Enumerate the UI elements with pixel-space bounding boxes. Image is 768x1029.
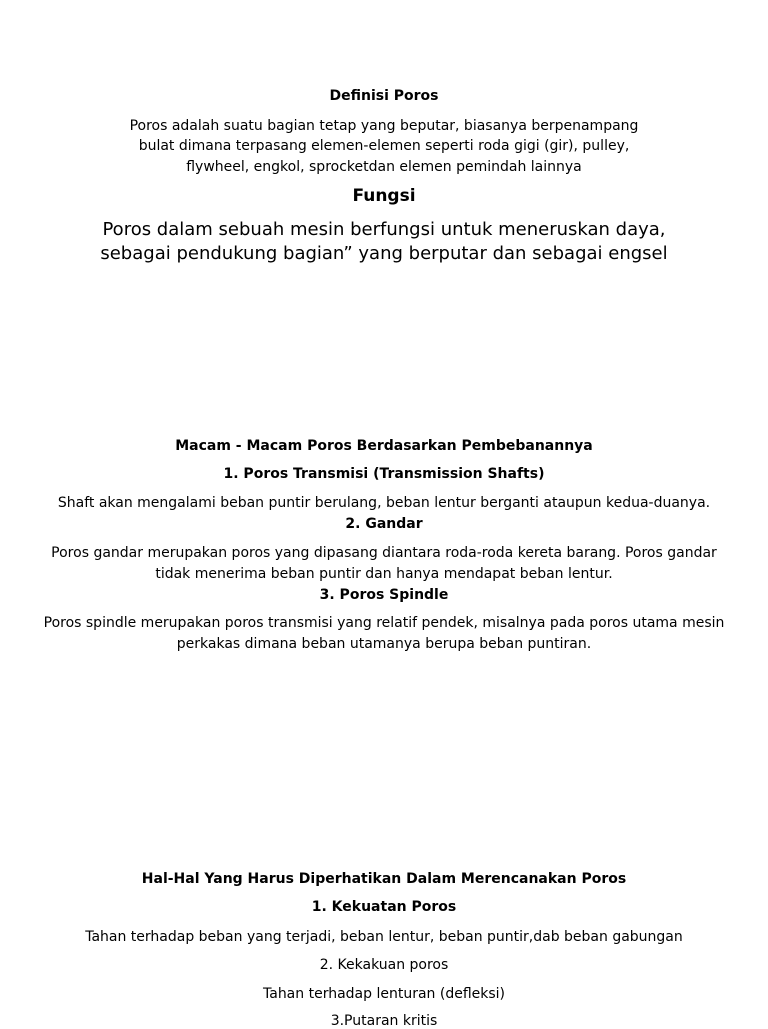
- fungsi-text-line-1: Poros dalam sebuah mesin berfungsi untuk meneruskan daya,: [102, 219, 666, 240]
- gandar-text-line-2: tidak menerima beban puntir dan hanya mendapat beban lentur.: [155, 566, 613, 582]
- definisi-text-line-1: Poros adalah suatu bagian tetap yang beputar, biasanya berpenampang: [129, 118, 639, 134]
- gandar-title: 2. Gandar: [345, 516, 423, 532]
- poros-transmisi-text: Shaft akan mengalami beban puntir berulang, beban lentur berganti ataupun kedua-duanya.: [57, 495, 711, 511]
- macam-poros-heading: Macam - Macam Poros Berdasarkan Pembebanannya: [175, 438, 593, 454]
- definisi-text-line-3: flywheel, engkol, sprocketdan elemen pemindah lainnya: [186, 159, 582, 175]
- kekakuan-poros-title: 2. Kekakuan poros: [319, 957, 449, 973]
- gandar-text-line-1: Poros gandar merupakan poros yang dipasang diantara roda-roda kereta barang. Poros gandar: [51, 545, 717, 561]
- kekuatan-poros-text: Tahan terhadap beban yang terjadi, beban lentur, beban puntir,dab beban gabungan: [85, 929, 683, 945]
- definisi-heading: Definisi Poros: [329, 88, 439, 104]
- putaran-kritis-title: 3.Putaran kritis: [330, 1013, 438, 1029]
- poros-spindle-text-line-1: Poros spindle merupakan poros transmisi yang relatif pendek, misalnya pada poros utama mesin: [43, 615, 725, 631]
- kekakuan-poros-text: Tahan terhadap lenturan (defleksi): [263, 986, 505, 1002]
- definisi-text-line-2: bulat dimana terpasang elemen-elemen seperti roda gigi (gir), pulley,: [138, 138, 630, 154]
- fungsi-heading: Fungsi: [352, 186, 416, 206]
- kekuatan-poros-title: 1. Kekuatan Poros: [311, 899, 457, 915]
- poros-spindle-text-line-2: perkakas dimana beban utamanya berupa beban puntiran.: [176, 636, 592, 652]
- poros-spindle-title: 3. Poros Spindle: [319, 587, 449, 603]
- fungsi-text-line-2: sebagai pendukung bagian” yang berputar dan sebagai engsel: [100, 243, 668, 264]
- poros-transmisi-title: 1. Poros Transmisi (Transmission Shafts): [223, 466, 545, 482]
- perencanaan-heading: Hal-Hal Yang Harus Diperhatikan Dalam Merencanakan Poros: [141, 871, 627, 887]
